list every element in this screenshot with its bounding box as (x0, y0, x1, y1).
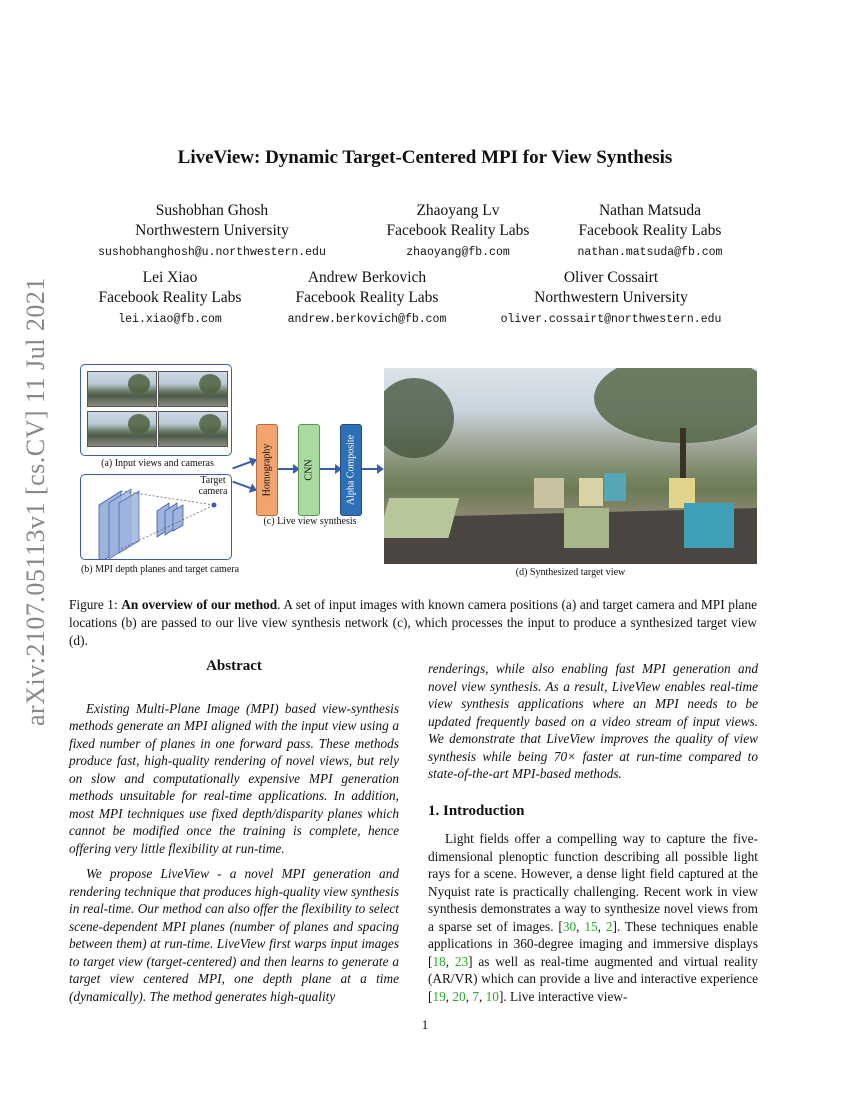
mpi-planes-panel (80, 474, 232, 560)
citation-link[interactable]: 10 (485, 988, 499, 1004)
figure-caption-b: (b) MPI depth planes and target camera (80, 564, 240, 575)
author-block (358, 201, 558, 263)
chair (384, 498, 459, 538)
introduction-paragraph: Light fields offer a compelling way to capture the five-dimensional plenoptic function describing all possible light rays for a scene. However, a dense light field captured at the Nyquist rate is practically challenging. Recent work in view synthesis demonstrates a way to synthesize novel views from a sparse set of images. [30, 15, 2]. These techniques enable applications in 360-degree imaging and immersive displays [18, 23] as well as real-time augmented and virtual reality (AR/VR) which can provide a live and interactive experience [19, 20, 7, 10]. Live interactive view- (428, 831, 758, 1004)
author-name: Nathan Matsuda (598, 202, 701, 219)
abstract-paragraph-1: Existing Multi-Plane Image (MPI) based view-synthesis methods generate an MPI aligned with the input view using a fixed number of planes in one forward pass. These methods produce fast, high-quality rendering of novel views, but rely on slow and computationally expensive MPI generation methods unsuitable for real-time applications. In addition, most MPI techniques use fixed depth/disparity planes which cannot be modified once the training is complete, hence offering very little flexibility at run-time. (69, 700, 399, 856)
author-email[interactable]: zhaoyang@fb.com (406, 246, 510, 259)
author-affiliation: Facebook Reality Labs (578, 222, 722, 239)
author-name: Sushobhan Ghosh (155, 202, 269, 219)
citation-link[interactable]: 18 (432, 953, 446, 969)
abstract-paragraph-2-continued: renderings, while also enabling fast MPI generation and novel view synthesis. As a result, LiveView enables real-time view synthesis applications where an MPI needs to be updated frequently based on a video stream of input views. We demonstrate that LiveView improves the quality of view synthesis while being 70× faster at run-time compared to state-of-the-art MPI-based methods. (428, 661, 758, 781)
author-email[interactable]: andrew.berkovich@fb.com (287, 313, 447, 326)
author-name: Lei Xiao (142, 269, 198, 286)
scene-illustration (384, 368, 757, 564)
paper-title: LiveView: Dynamic Target-Centered MPI for View Synthesis (177, 147, 673, 168)
figure-caption-d: (d) Synthesized target view (515, 567, 626, 578)
citation-link[interactable]: 20 (452, 988, 466, 1004)
input-view-thumbnail (87, 411, 157, 447)
target-camera-label: Target camera (198, 475, 228, 497)
homography-label: Homography (261, 443, 273, 497)
citation-link[interactable]: 23 (454, 953, 469, 969)
figure-caption-bold: An overview of our method (121, 597, 278, 612)
author-affiliation: Facebook Reality Labs (295, 289, 439, 306)
chair (579, 478, 603, 506)
citation-link[interactable]: 7 (472, 988, 479, 1004)
input-view-thumbnail (158, 411, 228, 447)
citation-link[interactable]: 15 (584, 918, 598, 934)
author-affiliation: Northwestern University (135, 222, 289, 239)
chair (684, 503, 734, 548)
chair (604, 473, 626, 501)
citation-link[interactable]: 19 (432, 988, 446, 1004)
author-affiliation: Facebook Reality Labs (386, 222, 530, 239)
alpha-composite-block (340, 424, 362, 516)
arrow (232, 461, 251, 470)
author-block (92, 201, 332, 263)
tree-canopy (384, 378, 454, 458)
author-name: Oliver Cossairt (563, 269, 659, 286)
arrow (278, 468, 294, 470)
author-block (272, 268, 462, 330)
author-name: Zhaoyang Lv (416, 202, 500, 219)
input-view-thumbnail (87, 371, 157, 407)
figure-caption-a: (a) Input views and cameras (101, 458, 214, 469)
homography-block (256, 424, 278, 516)
alpha-composite-label: Alpha Composite (345, 434, 357, 506)
author-block (480, 268, 742, 330)
author-block (560, 201, 740, 263)
right-column (428, 660, 758, 1005)
author-affiliation: Northwestern University (534, 289, 688, 306)
figure-caption-text: . A set of input images with known camera positions (a) and target camera and MPI plane locations (b) are passed to our live view synthesis network (c), which processes the input to produce a synthesized target view (d). (69, 597, 757, 648)
introduction-heading: 1. Introduction (428, 802, 525, 819)
arrow (232, 481, 251, 490)
figure-caption-c: (c) Live view synthesis (263, 516, 357, 527)
arrow (320, 468, 336, 470)
arrow (362, 468, 378, 470)
cnn-block (298, 424, 320, 516)
page-number: 1 (421, 1017, 429, 1032)
left-column (69, 658, 399, 1005)
author-block (80, 268, 260, 330)
author-email[interactable]: nathan.matsuda@fb.com (577, 246, 723, 259)
input-views-panel (80, 364, 232, 456)
synthesized-target-view-image (384, 368, 757, 564)
author-affiliation: Facebook Reality Labs (98, 289, 242, 306)
citation-link[interactable]: 30 (562, 918, 577, 934)
figure-caption (69, 596, 757, 650)
author-email[interactable]: lei.xiao@fb.com (118, 313, 222, 326)
abstract-paragraph-2: We propose LiveView - a novel MPI generation and rendering technique that produces high-quality view synthesis in real-time. Our method can also offer the flexibility to select scene-dependent MPI planes (number of planes and spacing between them) at run-time. LiveView first warps input images to target view (target-centered) and then learns to generate a target view centered MPI, one depth plane at a time (dynamically). The method generates high-quality (69, 866, 399, 1004)
chair (534, 478, 564, 508)
author-name: Andrew Berkovich (307, 269, 427, 286)
author-email[interactable]: sushobhanghosh@u.northwestern.edu (98, 246, 326, 259)
abstract-heading: Abstract (206, 658, 262, 674)
input-view-thumbnail (158, 371, 228, 407)
citation-link[interactable]: 2 (605, 918, 613, 934)
chair (564, 508, 609, 548)
tree-canopy (594, 368, 757, 443)
arxiv-watermark: arXiv:2107.05113v1 [cs.CV] 11 Jul 2021 (21, 277, 50, 726)
target-camera-dot (212, 503, 217, 508)
author-email[interactable]: oliver.cossairt@northwestern.edu (500, 313, 722, 326)
cnn-label: CNN (303, 459, 315, 481)
figure-label: Figure 1: (69, 597, 122, 612)
